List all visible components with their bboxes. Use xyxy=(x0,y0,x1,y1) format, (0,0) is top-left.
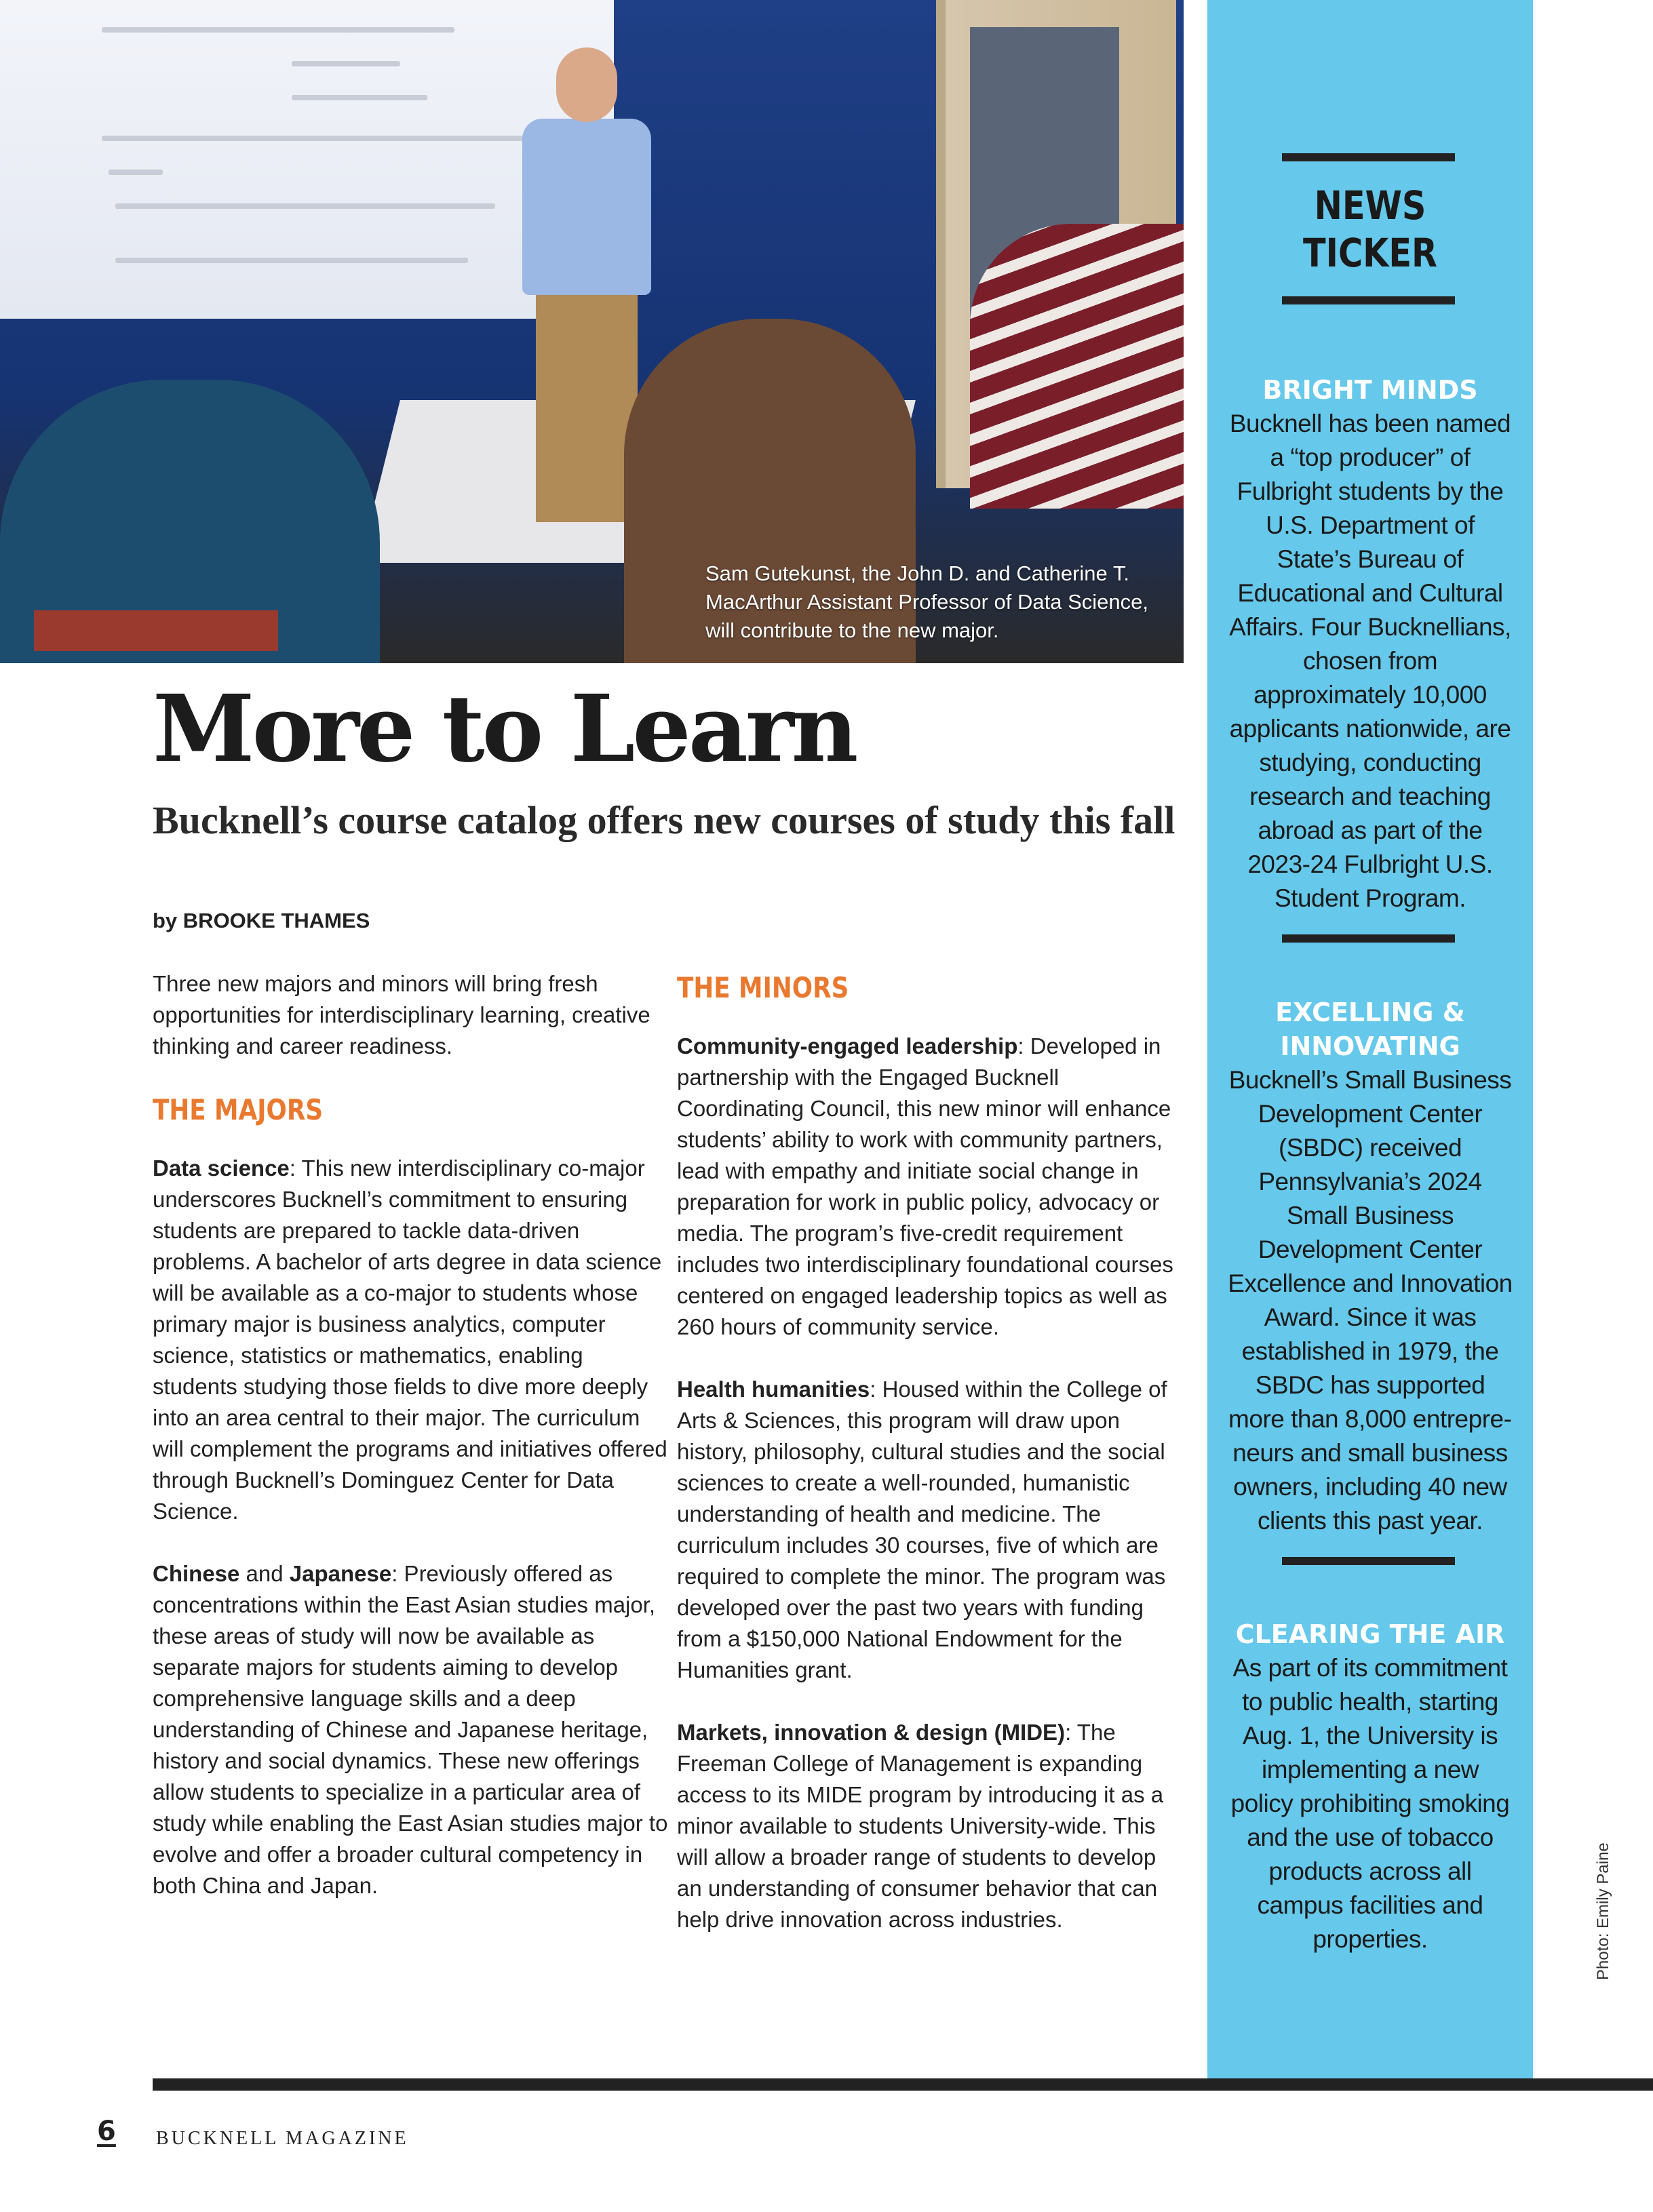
photo-credit: Photo: Emily Paine xyxy=(1594,1842,1612,1980)
major-chinese-japanese xyxy=(153,1558,668,1901)
divider-rule xyxy=(1282,296,1455,304)
divider-rule xyxy=(1282,153,1455,161)
byline: by BROOKE THAMES xyxy=(153,909,370,932)
student-striped-shirt xyxy=(970,224,1184,509)
news-item xyxy=(1228,995,1513,1538)
minor-name: Community-engaged leadership xyxy=(677,1033,1018,1059)
minor-text: : Developed in partnership with the Engaged Bucknell Coordinating Council, this new minor will enhance students’ ability to work with community partners, lead with empathy and initiate social change in preparation for work in public policy, advocacy or media. The program’s five-credit requirement includes two interdisciplinary foundational courses centered on engaged leadership topics as well as 260 hours of community service. xyxy=(677,1033,1173,1339)
classroom-photo xyxy=(0,0,1184,663)
news-item-title: EXCELLING & INNOVATING xyxy=(1275,998,1465,1061)
news-item-title: BRIGHT MINDS xyxy=(1262,375,1478,405)
divider-rule xyxy=(1282,934,1455,943)
right-column xyxy=(677,971,1182,1967)
magazine-name: BUCKNELL MAGAZINE xyxy=(156,2128,409,2149)
minor-text: : The Freeman College of Management is expanding access to its MIDE program by introducing it as a minor available to students University-wide. This will allow a broader range of students to develop an understanding of consumer behavior that can help drive innovation across industries. xyxy=(677,1720,1164,1932)
minor-name: Health humanities xyxy=(677,1377,870,1402)
photo-caption: Sam Gutekunst, the John D. and Catherine T. MacArthur Assistant Professor of Data Science, will contribute to the new major. xyxy=(705,561,1148,642)
student-shirt-stripe xyxy=(34,610,278,651)
left-column xyxy=(153,968,668,1933)
news-item-body: As part of its commitment to public health, starting Aug. 1, the University is implementing a new policy prohibiting smoking and the use of tobacco products across all campus facilities and properties. xyxy=(1230,1654,1510,1953)
major-connector: and xyxy=(239,1561,290,1586)
news-item-body: Bucknell’s Small Business Development Center (SBDC) received Pennsylvania’s 2024 Small Business Development Center Excellence and Innovation Award. Since it was established in 1979, the SBDC has supported more than 8,000 entrepreneurs and small business owners, including 40 new clients this past year. xyxy=(1228,1066,1513,1535)
divider-rule xyxy=(1282,1557,1455,1565)
major-data-science xyxy=(153,1153,668,1527)
intro-paragraph: Three new majors and minors will bring fresh opportunities for interdisciplinary learning, creative thinking and career readiness. xyxy=(153,971,650,1059)
news-ticker-sidebar xyxy=(1207,0,1533,2078)
presenter-shirt xyxy=(522,119,651,295)
major-text: : Previously offered as concentrations within the East Asian studies major, these areas of study will now be available as separate majors for students aiming to develop comprehensive language skills and a deep understanding of Chinese and Japanese heritage, history and social dynamics. These new offerings allow students to specialize in a particular area of study while enabling the East Asian studies major to evolve and offer a broader cultural competency in both China and Japan. xyxy=(153,1561,668,1898)
news-item-body: Bucknell has been named a “top producer” of Fulbright students by the U.S. Department of State’s Bureau of Educational and Cultural Affairs. Four Bucknellians, chosen from approximately 10,000 applicants nationwide, are studying, conducting research and teaching abroad as part of the 2023-24 Fulbright U.S. Student Program. xyxy=(1229,410,1511,912)
minor-health-humanities xyxy=(677,1374,1182,1686)
presenter xyxy=(536,292,638,522)
majors-heading: THE MAJORS xyxy=(153,1093,324,1126)
sidebar-heading-line1: NEWS xyxy=(1314,182,1426,229)
news-item-title: CLEARING THE AIR xyxy=(1235,1619,1505,1649)
news-item xyxy=(1228,1617,1513,1956)
sidebar-heading-line2: TICKER xyxy=(1303,230,1437,276)
minor-name: Markets, innovation & design (MIDE) xyxy=(677,1720,1066,1745)
minor-community-leadership xyxy=(677,1031,1182,1343)
major-text: : This new interdisciplinary co-major underscores Bucknell’s commitment to ensuring students are prepared to tackle data-driven problems. A bachelor of arts degree in data science will be available as a co-major to students whose primary major is business analytics, computer science, statistics or mathematics, enabling students studying those fields to dive more deeply into an area central to their major. The curriculum will complement the programs and initiatives offered through Bucknell’s Dominguez Center for Data Science. xyxy=(153,1156,667,1524)
minors-heading: THE MINORS xyxy=(677,971,849,1004)
footer-rule xyxy=(153,2078,1653,2091)
minor-text: : Housed within the College of Arts & Sciences, this program will draw upon history, philosophy, cultural studies and the social sciences to create a well-rounded, humanistic understanding of health and medicine. The curriculum includes 30 courses, five of which are required to complete the minor. The program was developed over the past two years with funding from a $150,000 National Endowment for the Humanities grant. xyxy=(677,1377,1167,1682)
minor-mide xyxy=(677,1717,1182,1935)
news-item xyxy=(1228,373,1513,915)
major-name-2: Japanese xyxy=(289,1561,392,1586)
presenter-head xyxy=(556,47,617,122)
major-name: Chinese xyxy=(153,1561,240,1586)
article-title: More to Learn xyxy=(153,675,856,783)
article-subtitle: Bucknell’s course catalog offers new courses of study this fall xyxy=(153,798,1175,842)
sidebar-heading xyxy=(1232,182,1509,277)
major-name: Data science xyxy=(153,1156,290,1181)
page-number: 6 xyxy=(97,2116,116,2147)
